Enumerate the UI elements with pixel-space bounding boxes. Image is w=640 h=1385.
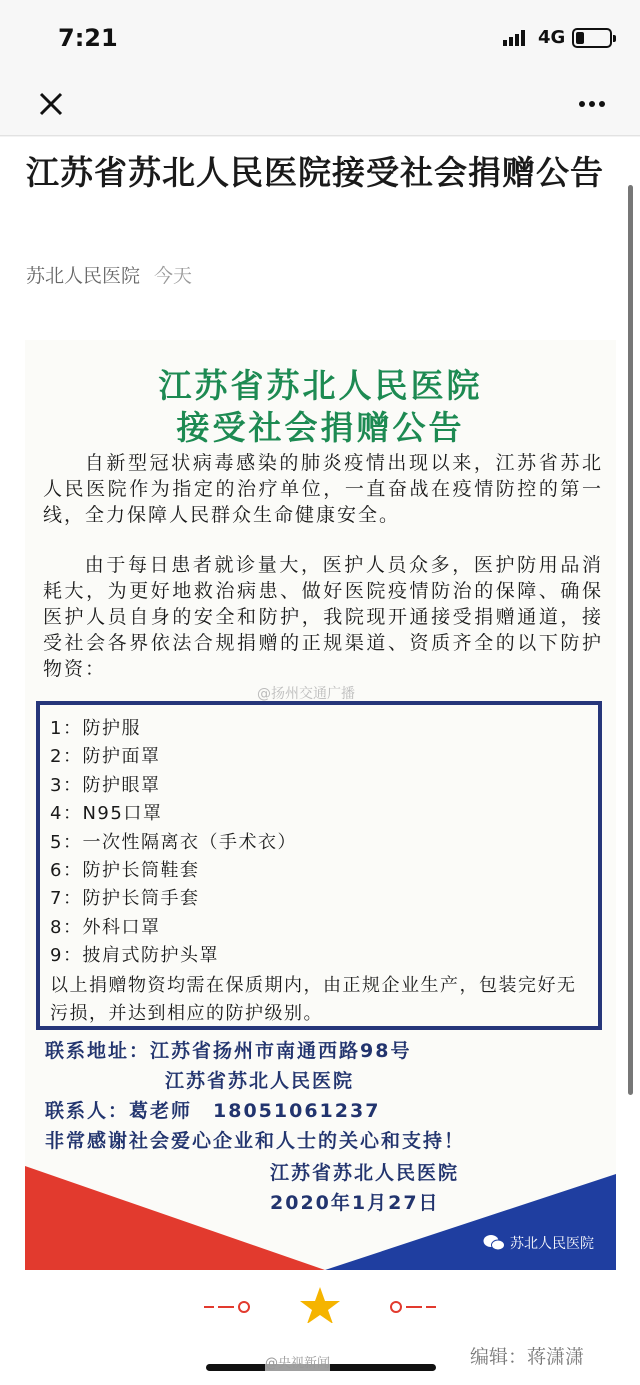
contact-address	[45, 1036, 411, 1066]
items-note: 以上捐赠物资均需在保质期内，由正规企业生产，包装完好无污损，并达到相应的防护级别。	[50, 974, 577, 1024]
contact-address-line1: 江苏省扬州市南通西路98号	[150, 1040, 412, 1062]
contact-person-label: 联系人：	[45, 1100, 130, 1122]
materials-list-box	[36, 701, 602, 1030]
contact-person	[45, 1096, 380, 1126]
section-divider	[200, 1283, 440, 1323]
star-icon	[300, 1287, 340, 1323]
more-button[interactable]	[572, 86, 612, 122]
watermark: @扬州交通广播	[257, 686, 355, 702]
article-title: 江苏省苏北人民医院接受社会捐赠公告	[26, 153, 604, 192]
status-bar	[0, 0, 640, 78]
list-item: 5：一次性隔离衣（手术衣）	[50, 831, 297, 853]
list-item: 8：外科口罩	[50, 916, 161, 938]
close-button[interactable]	[33, 86, 69, 122]
thanks-text: 非常感谢社会爱心企业和人士的关心和支持！	[45, 1130, 466, 1152]
notice-poster	[25, 340, 616, 1270]
more-icon	[579, 101, 585, 107]
nav-bar	[0, 78, 640, 136]
watermark-bottom: @央视新闻	[265, 1352, 330, 1371]
list-item: 4：N95口罩	[50, 803, 163, 825]
signature-date: 2020年1月27日	[270, 1192, 440, 1214]
editor-credit: 编辑：蒋潇潇	[470, 1346, 585, 1368]
list-item: 1：防护服	[50, 718, 141, 739]
list-item: 7：防护长筒手套	[50, 888, 200, 910]
list-item: 6：防护长筒鞋套	[50, 860, 200, 882]
signal-icon	[503, 30, 525, 46]
contact-person-value: 葛老师 18051061237	[129, 1100, 381, 1122]
status-time: 7:21	[58, 24, 118, 52]
contact-address-label: 联系地址：	[45, 1040, 151, 1062]
scrollbar[interactable]	[628, 185, 633, 1095]
signature-org: 江苏省苏北人民医院	[270, 1162, 460, 1184]
list-item: 9：披肩式防护头罩	[50, 945, 219, 967]
badge-label: 苏北人民医院	[510, 1236, 594, 1252]
poster-paragraph-2: 由于每日患者就诊量大，医护人员众多，医护防用品消耗大，为更好地救治病患、做好医院疫情防治的保障、确保医护人员自身的安全和防护，我院现开通接受捐赠通道，接受社会各界依法合规捐赠的正规渠道、资质齐全的以下防护物资：	[43, 554, 603, 680]
battery-icon	[572, 28, 612, 48]
article-meta	[26, 261, 192, 288]
poster-title-line2: 接受社会捐赠公告	[176, 408, 465, 447]
list-item: 2：防护面罩	[50, 746, 161, 768]
close-icon	[33, 86, 69, 122]
network-type: 4G	[538, 27, 566, 48]
list-item: 3：防护眼罩	[50, 774, 161, 796]
poster-title-line1: 江苏省苏北人民医院	[158, 366, 483, 405]
poster-paragraph-1: 自新型冠状病毒感染的肺炎疫情出现以来，江苏省苏北人民医院作为指定的治疗单位，一直奋战在疫情防控的第一线，全力保障人民群众生命健康安全。	[43, 452, 603, 526]
publish-date: 今天	[154, 265, 193, 287]
account-name[interactable]: 苏北人民医院	[26, 265, 141, 287]
account-badge	[483, 1233, 594, 1253]
contact-address-line2: 江苏省苏北人民医院	[165, 1070, 355, 1092]
wechat-icon	[483, 1234, 505, 1252]
